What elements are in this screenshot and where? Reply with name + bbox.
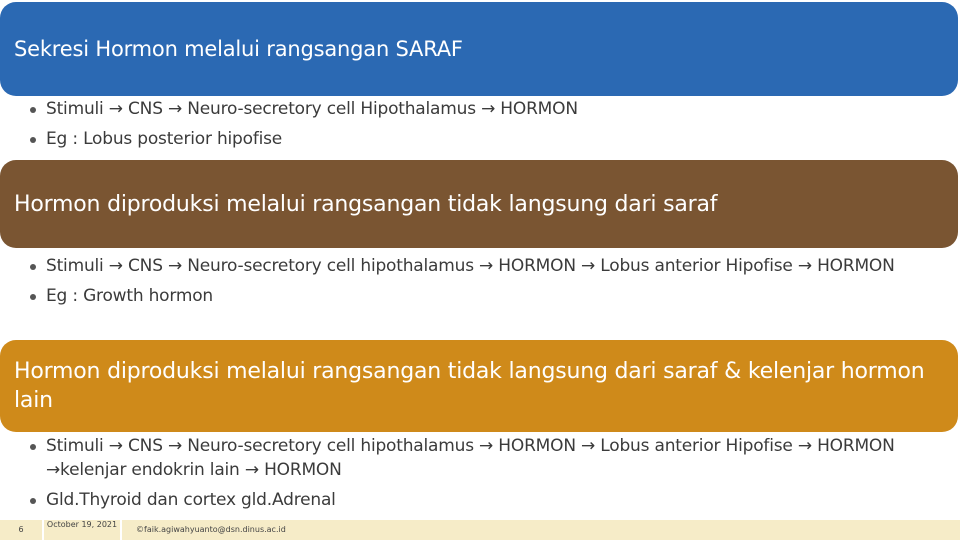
bullet-list-1 [30,97,578,157]
bullet-list-3 [30,434,960,518]
bullet-item: Stimuli → CNS → Neuro-secretory cell Hipothalamus → HORMON [30,97,578,121]
section-header-2-text: Hormon diproduksi melalui rangsangan tidak langsung dari saraf [14,191,718,217]
footer-email: ©faik.agiwahyuanto@dsn.dinus.ac.id [122,520,960,540]
bullet-item: Gld.Thyroid dan cortex gld.Adrenal [30,488,960,512]
section-header-3-text: Hormon diproduksi melalui rangsangan tidak langsung dari saraf & kelenjar hormon lain [14,359,925,413]
page-number: 6 [0,520,42,540]
footer-date: October 19, 2021 [44,520,120,540]
bullet-item: Eg : Growth hormon [30,284,960,308]
bullet-list-2 [30,254,960,314]
bullet-item: Stimuli → CNS → Neuro-secretory cell hipothalamus → HORMON → Lobus anterior Hipofise → HORMON →kelenjar endokrin lain → HORMON [30,434,960,482]
footer [0,520,960,540]
bullet-item: Stimuli → CNS → Neuro-secretory cell hipothalamus → HORMON → Lobus anterior Hipofise → HORMON [30,254,960,278]
section-header-3 [0,340,958,432]
section-header-2 [0,160,958,248]
bullet-item: Eg : Lobus posterior hipofise [30,127,578,151]
section-header-1-text: Sekresi Hormon melalui rangsangan SARAF [14,36,463,61]
section-header-1 [0,2,958,96]
